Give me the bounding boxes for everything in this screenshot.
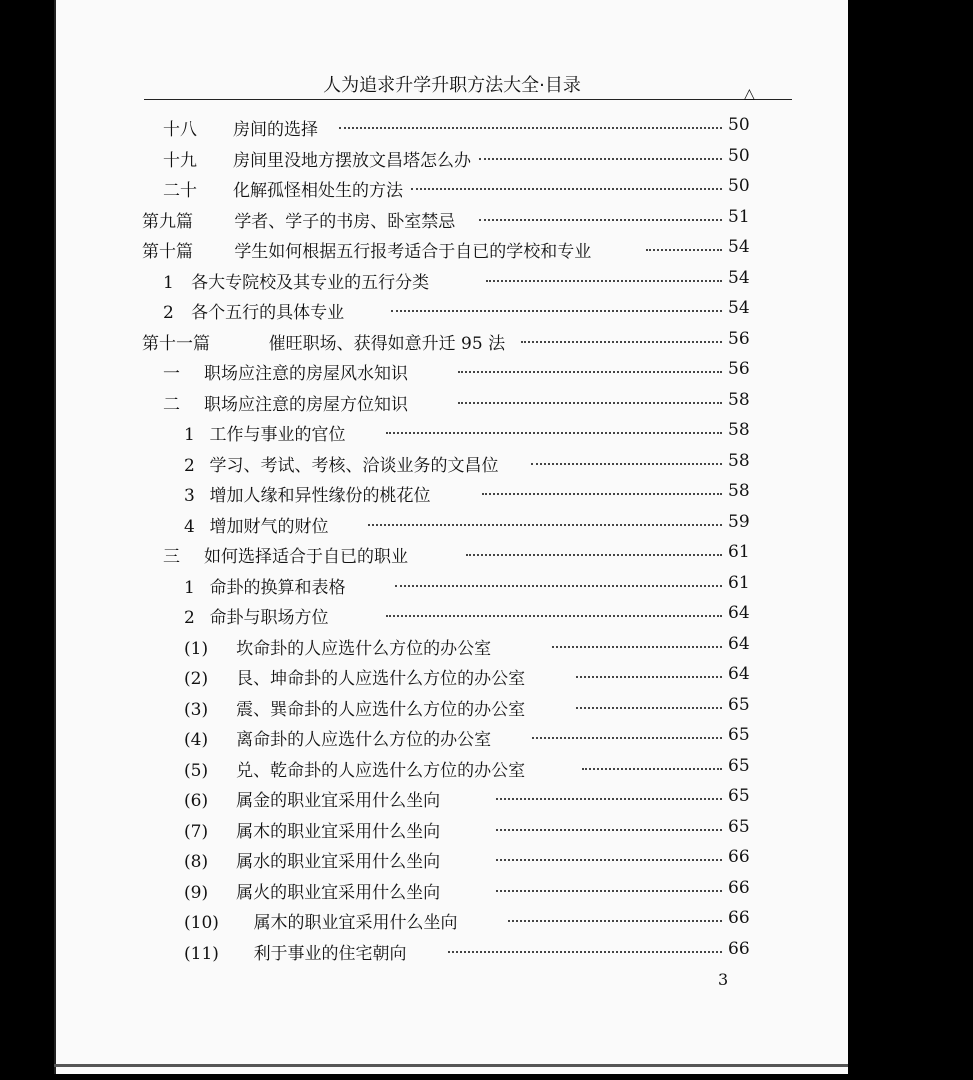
toc-entry — [56, 661, 848, 692]
dot-leader — [532, 737, 722, 739]
dot-leader — [386, 432, 722, 434]
toc-entry-page: 61 — [728, 542, 750, 562]
toc-entry-title: 增加人缘和异性缘份的桃花位 — [209, 486, 431, 506]
toc-entry-title: 命卦与职场方位 — [209, 608, 329, 628]
dot-leader — [496, 859, 722, 861]
toc-entry-heading — [163, 115, 318, 140]
toc-entry-heading — [184, 512, 328, 537]
header-rule-mark: △ — [744, 86, 755, 102]
toc-entry — [56, 356, 848, 387]
toc-entry-page: 64 — [728, 664, 750, 684]
dot-leader — [576, 707, 722, 709]
header-rule — [144, 99, 792, 101]
toc-entry-heading — [163, 359, 408, 384]
toc-entry-heading — [163, 390, 408, 415]
toc-entry-page: 56 — [728, 328, 750, 349]
toc-entry-heading — [163, 298, 344, 323]
toc-entry-page: 65 — [728, 786, 750, 806]
toc-entry — [56, 204, 848, 235]
toc-entry-page: 65 — [728, 755, 750, 776]
toc-entry-number: 一 — [163, 364, 180, 384]
toc-entry — [56, 295, 848, 326]
toc-entry-heading — [184, 878, 440, 903]
toc-entry — [56, 600, 848, 631]
toc-entry-number: 二十 — [163, 181, 197, 201]
toc-entry-number: 2 — [163, 303, 174, 323]
toc-entry-title: 学生如何根据五行报考适合于自已的学校和专业 — [234, 242, 592, 262]
toc-entry-title: 学习、考试、考核、洽谈业务的文昌位 — [209, 455, 499, 476]
dot-leader — [496, 890, 722, 892]
toc-entry-number: 1 — [163, 272, 174, 293]
toc-entry-title: 属木的职业宜采用什么坐向 — [253, 913, 458, 933]
toc-entry-heading — [184, 664, 525, 689]
dot-leader — [496, 798, 722, 800]
toc-entry-number: 第十一篇 — [142, 333, 210, 354]
toc-entry-page: 66 — [728, 877, 750, 898]
toc-entry-title: 兑、乾命卦的人应选什么方位的办公室 — [236, 760, 526, 781]
toc-entry-page: 65 — [728, 694, 750, 715]
page-bottom-edge — [54, 1064, 848, 1067]
toc-entry — [56, 814, 848, 845]
toc-entry-number: (8) — [184, 852, 209, 872]
toc-entry-page: 54 — [728, 237, 750, 257]
toc-entry-title: 工作与事业的官位 — [209, 425, 346, 445]
toc-entry-title: 房间的选择 — [233, 120, 318, 140]
toc-entry-heading — [184, 756, 525, 781]
toc-entry-number: (11) — [184, 943, 219, 964]
toc-entry — [56, 722, 848, 753]
toc-entry-heading — [184, 481, 430, 506]
toc-entry-heading — [142, 207, 455, 232]
dot-leader — [576, 676, 722, 678]
toc-entry-title: 如何选择适合于自已的职业 — [204, 547, 408, 567]
toc-entry-title: 艮、坤命卦的人应选什么方位的办公室 — [236, 669, 526, 689]
toc-entry-page: 66 — [728, 847, 750, 867]
toc-entry-heading — [163, 542, 408, 567]
toc-entry-title: 属金的职业宜采用什么坐向 — [236, 791, 441, 811]
toc-entry-title: 离命卦的人应选什么方位的办公室 — [236, 730, 492, 750]
toc-entry-number: 三 — [163, 547, 180, 567]
toc-entry-heading — [184, 451, 498, 476]
toc-entry — [56, 509, 848, 540]
toc-entry-number: 第十篇 — [142, 242, 193, 262]
toc-entry — [56, 875, 848, 906]
toc-entry-title: 属火的职业宜采用什么坐向 — [236, 882, 441, 903]
dot-leader — [486, 280, 722, 282]
toc-entry-page: 58 — [728, 389, 750, 410]
toc-entry-heading — [163, 268, 429, 293]
toc-entry-number: 十九 — [163, 150, 197, 171]
toc-entry-number: (3) — [184, 699, 209, 720]
dot-leader — [395, 585, 722, 587]
toc-entry-number: 1 — [184, 425, 195, 445]
dot-leader — [531, 463, 722, 465]
toc-entry-number: (2) — [184, 669, 209, 689]
dot-leader — [466, 554, 722, 556]
dot-leader — [496, 829, 722, 831]
toc-entry — [56, 478, 848, 509]
toc-entry-heading — [142, 329, 505, 354]
toc-entry-title: 震、巽命卦的人应选什么方位的办公室 — [236, 699, 526, 720]
toc-entry-heading — [163, 146, 471, 171]
toc-entry — [56, 692, 848, 723]
toc-entry-title: 增加财气的财位 — [209, 516, 329, 537]
toc-entry — [56, 570, 848, 601]
toc-entry — [56, 448, 848, 479]
toc-entry-heading — [163, 176, 403, 201]
toc-entry-page: 54 — [728, 298, 750, 318]
toc-entry-title: 属木的职业宜采用什么坐向 — [236, 821, 441, 842]
dot-leader — [368, 524, 722, 526]
toc-entry-heading — [184, 908, 458, 933]
toc-entry-page: 58 — [728, 481, 750, 501]
toc-entry — [56, 844, 848, 875]
toc-entry-page: 61 — [728, 572, 750, 593]
toc-entry-number: (7) — [184, 821, 209, 842]
dot-leader — [582, 768, 722, 770]
toc-entry-heading — [184, 573, 345, 598]
toc-entry-heading — [184, 603, 328, 628]
toc-entry-number: (1) — [184, 638, 209, 659]
toc-entry — [56, 234, 848, 265]
toc-entry-heading — [184, 786, 440, 811]
toc-entry-page: 58 — [728, 450, 750, 471]
dot-leader — [482, 493, 722, 495]
dot-leader — [521, 341, 722, 343]
toc-entry — [56, 387, 848, 418]
toc-entry-title: 职场应注意的房屋方位知识 — [204, 394, 408, 415]
toc-entry-page: 56 — [728, 359, 750, 379]
toc-entry-title: 职场应注意的房屋风水知识 — [204, 364, 408, 384]
toc-entry-number: 4 — [184, 516, 195, 537]
toc-entry-page: 58 — [728, 420, 750, 440]
toc-entry-number: (5) — [184, 760, 209, 781]
toc-entry-number: 2 — [184, 608, 195, 628]
dot-leader — [479, 219, 722, 221]
toc-entry-page: 59 — [728, 511, 750, 532]
dot-leader — [646, 249, 722, 251]
dot-leader — [339, 127, 722, 129]
table-of-contents — [56, 112, 848, 966]
dot-leader — [552, 646, 722, 648]
toc-entry-title: 属水的职业宜采用什么坐向 — [236, 852, 441, 872]
toc-entry-page: 50 — [728, 145, 750, 166]
toc-entry-number: (6) — [184, 791, 209, 811]
toc-entry-title: 各个五行的具体专业 — [191, 303, 345, 323]
toc-entry-number: (4) — [184, 730, 209, 750]
toc-entry-heading — [184, 695, 525, 720]
dot-leader — [386, 615, 722, 617]
dot-leader — [391, 310, 722, 312]
toc-entry — [56, 112, 848, 143]
dot-leader — [508, 920, 722, 922]
toc-entry-title: 坎命卦的人应选什么方位的办公室 — [236, 638, 492, 659]
page-number: 3 — [718, 970, 729, 989]
toc-entry — [56, 631, 848, 662]
toc-entry-page: 64 — [728, 633, 750, 654]
toc-entry-number: 第九篇 — [142, 211, 193, 232]
toc-entry-heading — [184, 725, 491, 750]
toc-entry-heading — [184, 847, 440, 872]
toc-entry-title: 各大专院校及其专业的五行分类 — [191, 272, 430, 293]
running-header: 人为追求升学升职方法大全·目录 — [323, 75, 581, 96]
toc-entry-page: 66 — [728, 908, 750, 928]
toc-entry-heading — [184, 817, 440, 842]
toc-entry — [56, 417, 848, 448]
toc-entry — [56, 753, 848, 784]
toc-entry — [56, 936, 848, 967]
toc-entry-title: 学者、学子的书房、卧室禁忌 — [234, 211, 456, 232]
toc-entry-number: 3 — [184, 486, 195, 506]
toc-entry-heading — [142, 237, 591, 262]
toc-entry-heading — [184, 634, 491, 659]
toc-entry — [56, 173, 848, 204]
toc-entry — [56, 326, 848, 357]
toc-entry-page: 64 — [728, 603, 750, 623]
toc-entry-number: 1 — [184, 577, 195, 598]
toc-entry — [56, 143, 848, 174]
book-page — [54, 0, 848, 1074]
toc-entry-number: 十八 — [163, 120, 197, 140]
toc-entry-page: 51 — [728, 206, 750, 227]
toc-entry-number: 2 — [184, 455, 195, 476]
dot-leader — [479, 158, 722, 160]
toc-entry-page: 54 — [728, 267, 750, 288]
toc-entry-page: 65 — [728, 725, 750, 745]
dot-leader — [458, 371, 722, 373]
dot-leader — [448, 951, 722, 953]
toc-entry-title: 催旺职场、获得如意升迁 95 法 — [268, 333, 506, 354]
toc-entry-heading — [184, 939, 407, 964]
toc-entry-page: 66 — [728, 938, 750, 959]
toc-entry-heading — [184, 420, 345, 445]
toc-entry-title: 利于事业的住宅朝向 — [253, 943, 407, 964]
toc-entry-number: (10) — [184, 913, 219, 933]
toc-entry — [56, 265, 848, 296]
toc-entry-page: 50 — [728, 115, 750, 135]
toc-entry-page: 65 — [728, 816, 750, 837]
toc-entry — [56, 783, 848, 814]
toc-entry — [56, 905, 848, 936]
toc-entry — [56, 539, 848, 570]
dot-leader — [411, 188, 722, 190]
toc-entry-page: 50 — [728, 176, 750, 196]
toc-entry-number: 二 — [163, 394, 180, 415]
toc-entry-title: 命卦的换算和表格 — [209, 577, 346, 598]
dot-leader — [458, 402, 722, 404]
toc-entry-number: (9) — [184, 882, 209, 903]
toc-entry-title: 房间里没地方摆放文昌塔怎么办 — [233, 150, 471, 171]
toc-entry-title: 化解孤怪相处生的方法 — [233, 181, 403, 201]
